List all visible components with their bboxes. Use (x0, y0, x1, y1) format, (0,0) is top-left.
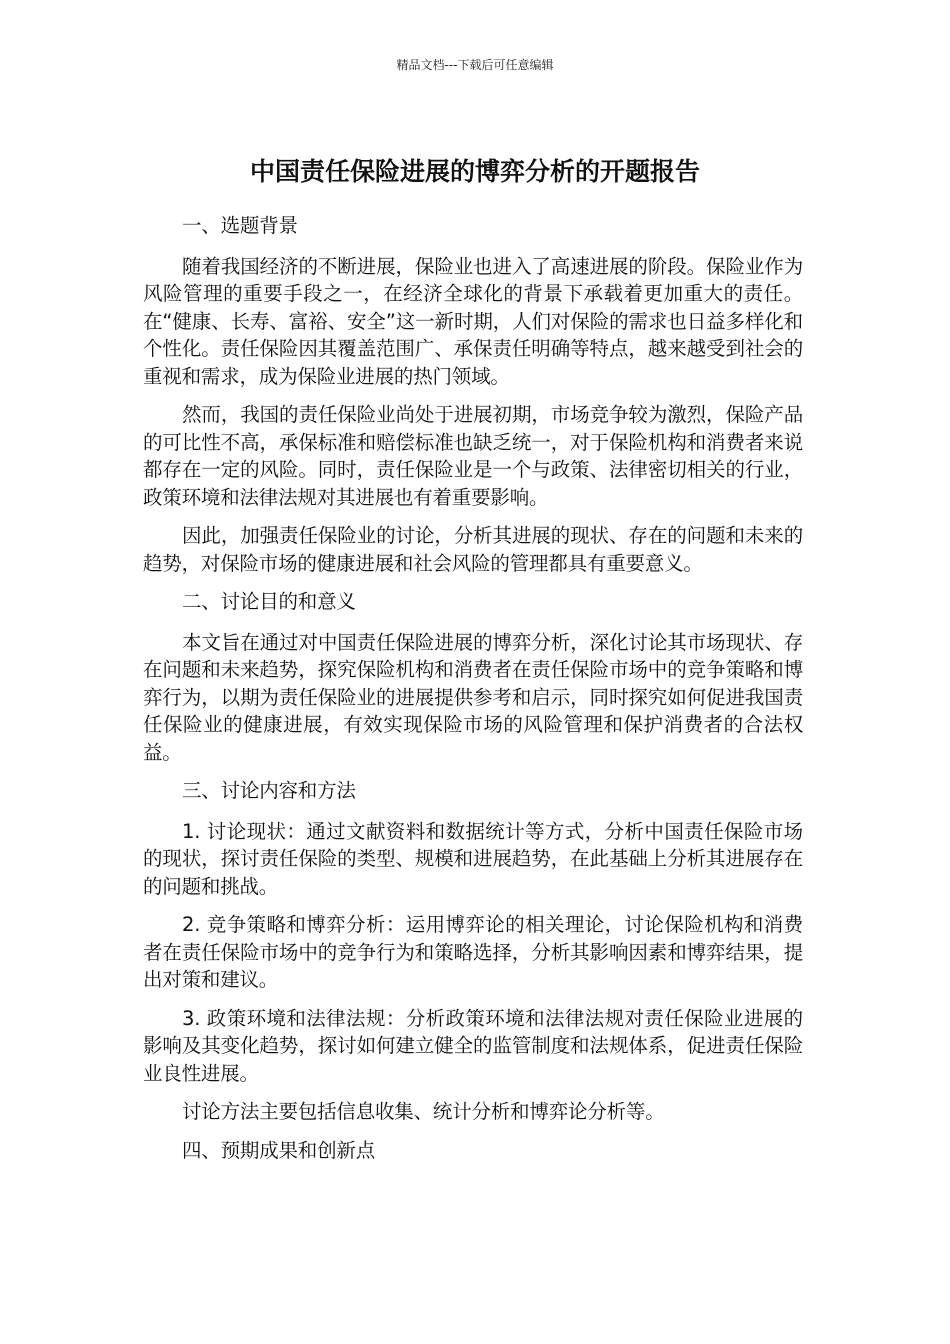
document-body (143, 212, 803, 1177)
section-heading: 二、讨论目的和意义 (182, 590, 356, 613)
body-paragraph: 随着我国经济的不断进展，保险业也进入了高速进展的阶段。保险业作为风险管理的重要手段之一，在经济全球化的背景下承载着更加重大的责任。在“健康、长寿、富裕、安全”这一新时期，人们对保险的需求也日益多样化和个性化。责任保险因其覆盖范围广、承保责任明确等特点，越来越受到社会的重视和需求，成为保险业进展的热门领域。 (143, 254, 803, 388)
section-content-methods (143, 777, 803, 1126)
document-title: 中国责任保险进展的博弈分析的开题报告 (249, 156, 700, 186)
numbered-paragraph: 2. 竞争策略和博弈分析：运用博弈论的相关理论，讨论保险机构和消费者在责任保险市场中的竞争行为和策略选择，分析其影响因素和博弈结果，提出对策和建议。 (143, 913, 803, 991)
page-header: 精品文档---下载后可任意编辑 (396, 58, 554, 72)
section-heading: 一、选题背景 (182, 214, 298, 237)
body-paragraph: 本文旨在通过对中国责任保险进展的博弈分析，深化讨论其市场现状、存在问题和未来趋势，探究保险机构和消费者在责任保险市场中的竞争策略和博弈行为，以期为责任保险业的进展提供参考和启示，同时探究如何促进我国责任保险业的健康进展，有效实现保险市场的风险管理和保护消费者的合法权益。 (143, 630, 803, 764)
section-purpose (143, 588, 803, 766)
numbered-paragraph: 1. 讨论现状：通过文献资料和数据统计等方式，分析中国责任保险市场的现状，探讨责任保险的类型、规模和进展趋势，在此基础上分析其进展存在的问题和挑战。 (143, 819, 803, 898)
section-expected-results (143, 1137, 803, 1165)
section-heading: 四、预期成果和创新点 (182, 1138, 376, 1162)
section-background (143, 212, 803, 577)
numbered-paragraph: 3. 政策环境和法律法规：分析政策环境和法律法规对责任保险业进展的影响及其变化趋势，探讨如何建立健全的监管制度和法规体系，促进责任保险业良性进展。 (143, 1006, 803, 1085)
body-paragraph: 因此，加强责任保险业的讨论，分析其进展的现状、存在的问题和未来的趋势，对保险市场的健康进展和社会风险的管理都具有重要意义。 (143, 524, 803, 575)
body-paragraph: 然而，我国的责任保险业尚处于进展初期，市场竞争较为激烈，保险产品的可比性不高，承保标准和赔偿标准也缺乏统一，对于保险机构和消费者来说都存在一定的风险。同时，责任保险业是一个与政策、法律密切相关的行业，政策环境和法律法规对其进展也有着重要影响。 (143, 403, 803, 509)
body-paragraph: 讨论方法主要包括信息收集、统计分析和博弈论分析等。 (182, 1100, 665, 1123)
section-heading: 三、讨论内容和方法 (182, 779, 356, 802)
